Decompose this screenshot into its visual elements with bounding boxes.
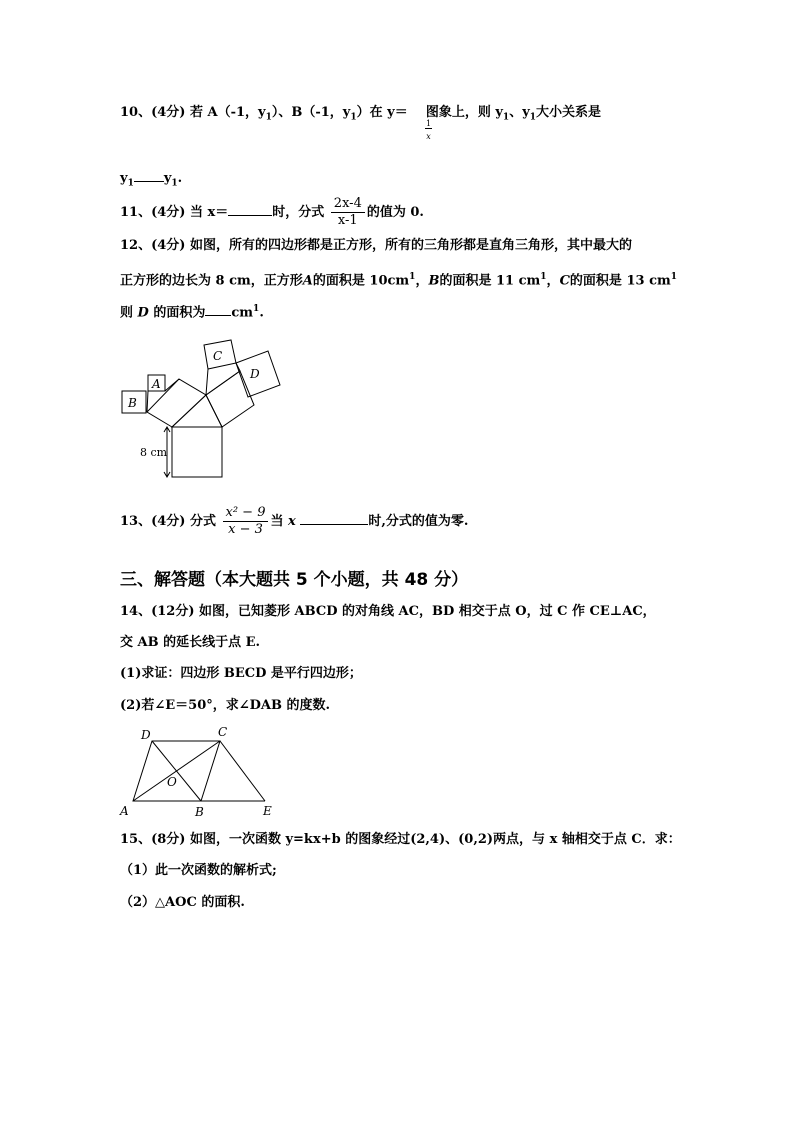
question-15-part-1: （1）此一次函数的解析式;: [120, 863, 277, 878]
q11-answer-blank[interactable]: [228, 202, 272, 216]
fraction-denominator: x-1: [337, 213, 358, 228]
question-14-line-1: 14、(12分) 如图，已知菱形 ABCD 的对角线 AC，BD 相交于点 O，过 C 作 CE⊥AC，: [120, 604, 656, 619]
label-b: B: [128, 396, 137, 410]
q12-text: ，: [546, 273, 560, 289]
q10-point-a: A（-1，y: [207, 105, 266, 120]
label-a: A: [120, 804, 129, 818]
label-c: C: [213, 349, 223, 363]
q12-text: 的面积是 13 cm: [569, 273, 671, 289]
label-d: D: [141, 728, 151, 742]
q11-suffix: 的值为 0.: [366, 205, 424, 220]
q12-unit: cm: [231, 305, 254, 321]
q12-text: 的面积是 10cm: [312, 273, 410, 289]
label-e: E: [263, 804, 272, 818]
largest-square: [172, 427, 222, 477]
q10-point-b: ）、B（-1，y: [271, 105, 351, 120]
label-d: D: [250, 367, 260, 381]
q11-text: 时，分式: [272, 205, 325, 220]
question-14-part-2: (2)若∠E＝50°，求∠DAB 的度数.: [120, 698, 331, 713]
fraction-denominator: x − 3: [228, 522, 263, 537]
question-12-line-1: 12、(4分) 如图，所有的四边形都是正方形，所有的三角形都是直角三角形，其中最大的: [120, 238, 632, 253]
question-11: [120, 196, 424, 230]
superscript: 1: [540, 272, 547, 282]
q10-prefix: 10、(4分) 若: [120, 105, 203, 120]
right-triangles: [206, 363, 240, 395]
label-a: A: [152, 377, 161, 391]
question-15-line-1: 15、(8分) 如图，一次函数 y=kx+b 的图象经过(2,4)、(0,2)两点，与 x 轴相交于点 C．求：: [120, 832, 681, 847]
q10-text: 图象上，则 y: [425, 105, 503, 120]
label-b: B: [195, 805, 204, 819]
q13-prefix: 13、(4分) 分式: [120, 514, 216, 529]
q12-text: 则: [120, 305, 134, 321]
q10-text: ）在: [356, 105, 383, 120]
superscript: 1: [253, 304, 260, 314]
q10-text: 、y: [509, 105, 530, 120]
q11-prefix: 11、(4分) 当 x＝: [120, 205, 229, 220]
q12-text: ，: [415, 273, 429, 289]
q12-label-b: B: [428, 273, 440, 289]
q10-answer-blank[interactable]: [134, 168, 164, 182]
q12-answer-blank[interactable]: [205, 302, 231, 316]
subscript: 1: [265, 112, 272, 123]
question-14-line-2: 交 AB 的延长线于点 E.: [120, 635, 261, 650]
q12-text: 的面积为: [153, 305, 206, 321]
q12-text: 的面积是 11 cm: [439, 273, 541, 289]
q10-text: 大小关系是: [536, 105, 602, 120]
q10-function: y＝: [387, 105, 408, 120]
diagonal-bd: [152, 741, 201, 801]
subscript: 1: [350, 112, 357, 123]
segment-ce: [220, 741, 265, 801]
q10-answer-line: [120, 168, 182, 193]
q13-variable: x: [288, 514, 296, 529]
superscript: 1: [670, 272, 678, 282]
q10-answer-right: y: [163, 171, 172, 186]
subscript: 1: [171, 178, 178, 189]
q13-suffix: 时,分式的值为零.: [368, 514, 469, 529]
q12-text: 正方形的边长为 8 cm，正方形: [120, 273, 303, 289]
subscript: 1: [529, 112, 537, 123]
q12-end: .: [259, 305, 264, 321]
fraction-numerator: 2x-4: [331, 196, 365, 213]
q13-fraction: [223, 505, 269, 538]
q12-label-a: A: [302, 273, 313, 289]
fraction-numerator: x² − 9: [223, 505, 269, 522]
q13-answer-blank[interactable]: [300, 511, 368, 525]
fraction-numerator: 1: [426, 119, 432, 128]
q13-text: 当: [270, 514, 284, 529]
q12-squares-figure: [110, 335, 290, 485]
q12-label-c: C: [559, 273, 570, 289]
question-13: [120, 503, 468, 541]
question-12-line-3: [120, 300, 264, 322]
bottom-triangle: [172, 395, 222, 427]
superscript: 1: [409, 272, 416, 282]
question-14-part-1: (1)求证：四边形 BECD 是平行四边形；: [120, 666, 362, 681]
q10-answer-left: y: [120, 171, 128, 186]
q12-label-d: D: [137, 305, 149, 321]
q10-end: .: [177, 171, 183, 186]
fraction-denominator: x: [426, 132, 431, 141]
right-middle-square: [206, 371, 254, 427]
subscript: 1: [127, 178, 134, 189]
side-length-label: 8 cm: [140, 446, 168, 459]
question-10: [120, 104, 601, 127]
section-3-heading: 三、解答题（本大题共 5 个小题，共 48 分）: [120, 570, 469, 590]
subscript: 1: [502, 112, 510, 123]
q10-tiny-fraction: [425, 120, 432, 141]
q14-rhombus-figure: [115, 722, 285, 822]
label-o: O: [167, 775, 177, 789]
q11-fraction: [331, 196, 365, 229]
question-15-part-2: （2）△AOC 的面积.: [120, 895, 245, 910]
label-c: C: [218, 725, 228, 739]
question-12-line-2: [120, 268, 677, 290]
